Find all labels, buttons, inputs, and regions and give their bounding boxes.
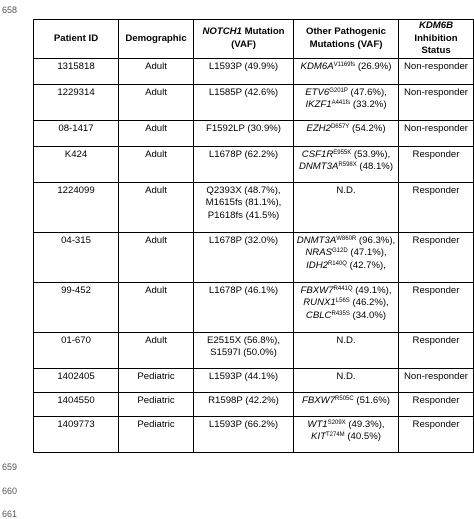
gene-name: IKZF1 <box>305 99 332 110</box>
cell-notch1-mutation <box>194 120 294 146</box>
table-row <box>34 416 474 452</box>
notch1-mutation-line: M1615fs (81.1%), <box>205 197 282 208</box>
variant-superscript: V1169fs <box>333 61 356 68</box>
patient-mutation-table <box>33 19 474 453</box>
cell-patient-id: 04-315 <box>34 232 119 282</box>
cell-demographic: Pediatric <box>119 392 194 416</box>
gene-name: CSF1R <box>301 148 334 160</box>
cell-patient-id: 1404550 <box>34 392 119 416</box>
gene-name: ETV6 <box>305 86 330 98</box>
variant-superscript: A441fs <box>331 100 351 106</box>
header-kdm-gene: KDM6B <box>418 20 454 31</box>
cell-notch1-mutation <box>194 146 294 182</box>
cell-notch1-mutation <box>194 368 294 392</box>
variant-superscript: T274M <box>325 432 345 438</box>
cell-kdm6b-status: Responder <box>399 332 474 368</box>
cell-notch1-mutation <box>194 58 294 84</box>
variant-superscript: G12D <box>332 248 348 254</box>
line-number: 659 <box>2 462 18 472</box>
variant-superscript: G201P <box>329 87 348 94</box>
variant-superscript: R140Q <box>327 260 347 267</box>
cell-notch1-mutation <box>194 232 294 282</box>
vaf-value: (96.3%), <box>356 234 396 246</box>
cell-notch1-mutation <box>194 416 294 452</box>
gene-name: CBLC <box>305 309 332 321</box>
gene-name: DNMT3A <box>298 161 339 172</box>
gene-name: DNMT3A <box>296 234 337 246</box>
header-notch1-gene: NOTCH1 <box>202 26 242 38</box>
cell-patient-id: 1229314 <box>34 84 119 120</box>
cell-other-mutations <box>294 84 399 120</box>
gene-name: IDH2 <box>306 259 328 271</box>
table-row <box>34 120 474 146</box>
cell-other-mutations <box>294 232 399 282</box>
variant-superscript: R598X <box>338 162 357 168</box>
table-row <box>34 146 474 182</box>
cell-demographic: Adult <box>119 58 194 84</box>
cell-notch1-mutation <box>194 182 294 232</box>
cell-demographic: Adult <box>119 232 194 282</box>
vaf-value: (34.0%) <box>349 309 387 321</box>
vaf-value: (47.1%), <box>347 247 387 258</box>
other-mutation-line <box>296 310 396 323</box>
notch1-mutation-line: S1597I (50.0%) <box>210 347 277 358</box>
cell-other-mutations: N.D. <box>294 368 399 392</box>
variant-superscript: R435S <box>331 310 350 317</box>
cell-demographic: Adult <box>119 84 194 120</box>
vaf-value: (33.2%) <box>350 99 387 110</box>
other-mutation-line <box>296 123 396 136</box>
other-mutation-line <box>296 419 396 432</box>
gene-name: KDM6A <box>300 60 334 72</box>
notch1-mutation-line: L1678P (32.0%) <box>208 234 279 246</box>
cell-notch1-mutation <box>194 392 294 416</box>
other-mutation-line <box>296 285 396 298</box>
header-other-line2: Mutations (VAF) <box>309 38 383 50</box>
cell-patient-id: 01-670 <box>34 332 119 368</box>
variant-superscript: W860R <box>336 235 357 242</box>
line-number: 661 <box>2 509 18 519</box>
variant-superscript: R441Q <box>333 285 353 292</box>
other-mutation-line <box>296 161 396 174</box>
cell-notch1-mutation <box>194 84 294 120</box>
cell-kdm6b-status: Responder <box>399 416 474 452</box>
cell-other-mutations <box>294 416 399 452</box>
other-mutation-line <box>296 247 396 260</box>
other-mutation-line <box>296 431 396 444</box>
vaf-value: (51.6%) <box>353 394 390 406</box>
header-notch1-vaf: (VAF) <box>231 38 256 50</box>
cell-kdm6b-status: Non-responder <box>399 120 474 146</box>
notch1-mutation-line: R1598P (42.2%) <box>208 394 279 406</box>
cell-kdm6b-status: Responder <box>399 146 474 182</box>
cell-demographic: Pediatric <box>119 416 194 452</box>
notch1-mutation-line: L1585P (42.6%) <box>208 86 279 98</box>
variant-superscript: R505C <box>335 395 354 402</box>
gene-name: NRAS <box>305 247 333 258</box>
notch1-mutation-line: Q2393X (48.7%), <box>206 184 281 196</box>
notch1-mutation-line: L1593P (49.9%) <box>208 60 279 72</box>
cell-other-mutations <box>294 282 399 332</box>
cell-kdm6b-status: Non-responder <box>399 84 474 120</box>
gene-name: WT1 <box>307 418 328 430</box>
cell-kdm6b-status: Non-responder <box>399 58 474 84</box>
other-mutation-line <box>296 297 396 310</box>
cell-demographic: Adult <box>119 182 194 232</box>
table-row <box>34 282 474 332</box>
table-row <box>34 368 474 392</box>
variant-superscript: E955K <box>333 149 352 156</box>
header-demographic: Demographic <box>119 20 194 59</box>
table-row <box>34 182 474 232</box>
cell-other-mutations <box>294 58 399 84</box>
cell-kdm6b-status: Responder <box>399 392 474 416</box>
cell-other-mutations: N.D. <box>294 182 399 232</box>
vaf-value: (40.5%) <box>344 431 381 442</box>
cell-kdm6b-status: Responder <box>399 232 474 282</box>
cell-kdm6b-status: Responder <box>399 282 474 332</box>
other-mutation-line <box>296 235 396 248</box>
header-other-mutations <box>294 20 399 59</box>
notch1-mutation-line: L1593P (66.2%) <box>208 418 279 430</box>
other-mutation-line <box>296 149 396 162</box>
other-mutation-line <box>296 87 396 100</box>
gene-name: RUNX1 <box>303 297 336 308</box>
cell-kdm6b-status: Non-responder <box>399 368 474 392</box>
notch1-mutation-line: L1593P (44.1%) <box>208 370 279 382</box>
cell-demographic: Adult <box>119 282 194 332</box>
line-number: 660 <box>2 486 18 496</box>
variant-superscript: D657Y <box>330 123 350 130</box>
table-row <box>34 58 474 84</box>
notch1-mutation-line: L1678P (46.1%) <box>208 284 279 296</box>
header-kdm6b-status <box>399 20 474 59</box>
vaf-value: (49.3%), <box>345 418 385 430</box>
cell-other-mutations <box>294 392 399 416</box>
header-patient-id: Patient ID <box>34 20 119 59</box>
variant-superscript: L56S <box>335 298 350 304</box>
cell-patient-id: K424 <box>34 146 119 182</box>
table-row <box>34 332 474 368</box>
other-mutation-line <box>296 395 396 408</box>
gene-name: FBXW7 <box>301 394 336 406</box>
vaf-value: (49.1%), <box>352 284 392 296</box>
cell-demographic: Adult <box>119 146 194 182</box>
table-row <box>34 392 474 416</box>
cell-patient-id: 1402405 <box>34 368 119 392</box>
table-row <box>34 84 474 120</box>
notch1-mutation-line: E2515X (56.8%), <box>206 334 281 346</box>
header-notch1-mutation <box>194 20 294 59</box>
table-row <box>34 232 474 282</box>
cell-demographic: Pediatric <box>119 368 194 392</box>
vaf-value: (42.7%), <box>346 259 386 271</box>
cell-patient-id: 1409773 <box>34 416 119 452</box>
vaf-value: (54.2%) <box>349 122 386 134</box>
vaf-value: (53.9%), <box>351 148 391 160</box>
cell-other-mutations <box>294 146 399 182</box>
cell-notch1-mutation <box>194 282 294 332</box>
notch1-mutation-line: L1678P (62.2%) <box>208 148 279 160</box>
line-number: 658 <box>2 5 18 15</box>
vaf-value: (26.9%) <box>355 60 392 72</box>
cell-notch1-mutation <box>194 332 294 368</box>
cell-other-mutations: N.D. <box>294 332 399 368</box>
other-mutation-line <box>296 260 396 273</box>
vaf-value: (46.2%), <box>349 297 389 308</box>
notch1-mutation-line: P1618fs (41.5%) <box>207 209 280 221</box>
table-header-row <box>34 20 474 59</box>
header-other-line1: Other Pathogenic <box>306 26 386 38</box>
cell-demographic: Adult <box>119 120 194 146</box>
vaf-value: (48.1%) <box>356 161 394 172</box>
gene-name: KIT <box>311 431 326 442</box>
cell-other-mutations <box>294 120 399 146</box>
cell-patient-id: 08-1417 <box>34 120 119 146</box>
cell-patient-id: 1224099 <box>34 182 119 232</box>
cell-demographic: Adult <box>119 332 194 368</box>
cell-kdm6b-status: Responder <box>399 182 474 232</box>
cell-patient-id: 99-452 <box>34 282 119 332</box>
other-mutation-line <box>296 99 396 112</box>
variant-superscript: S209X <box>327 419 346 426</box>
vaf-value: (47.6%), <box>347 86 387 98</box>
gene-name: EZH2 <box>306 122 331 134</box>
header-kdm-rest: Inhibition Status <box>414 32 458 56</box>
other-mutation-line <box>296 61 396 74</box>
gene-name: FBXW7 <box>300 284 334 296</box>
notch1-mutation-line: F1592LP (30.9%) <box>205 122 282 134</box>
header-notch1-rest: Mutation <box>241 26 285 38</box>
cell-patient-id: 1315818 <box>34 58 119 84</box>
